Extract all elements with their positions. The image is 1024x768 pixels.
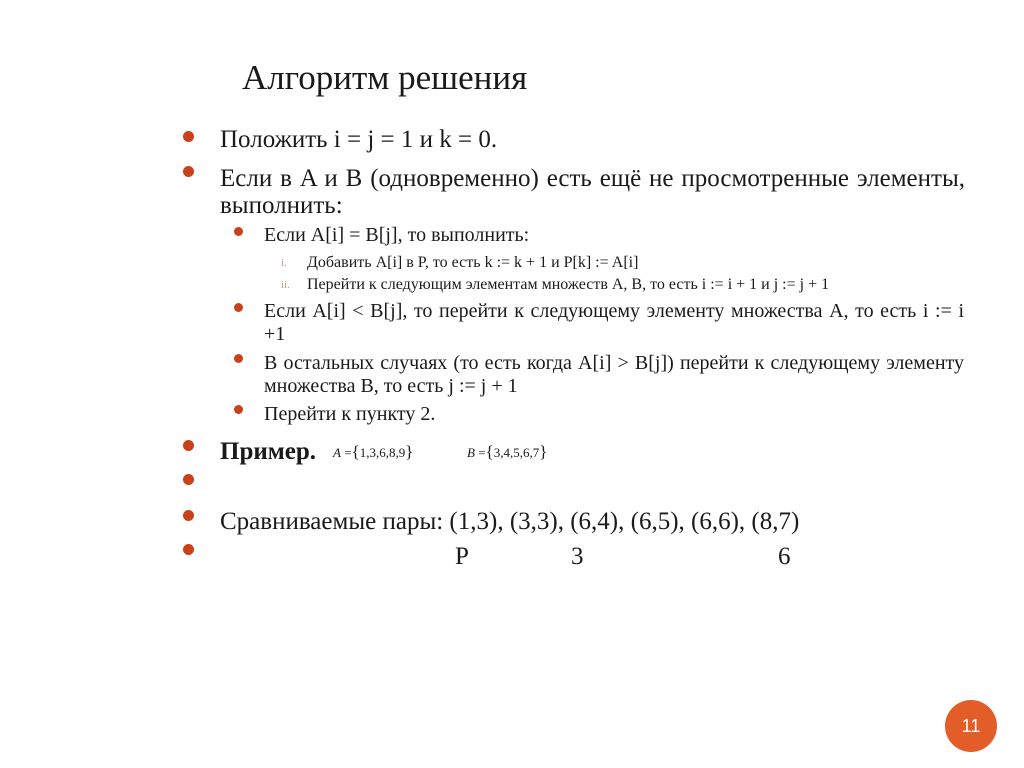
result-value-2: 6 [778,543,791,570]
set-b-values: 3,4,5,6,7 [493,445,540,460]
set-b-name: B [467,445,475,460]
step-goto: Перейти к пункту 2. [264,403,436,425]
set-a-formula [333,444,413,461]
set-b-formula [467,444,547,461]
step-init: Положить i = j = 1 и k = 0. [220,126,498,153]
step-loop: Если в A и B (одновременно) есть ещё не просмотренные элементы, выполнить: [220,165,965,219]
slide-title: Алгоритм решения [242,58,528,97]
brace-open: { [351,442,360,461]
set-a-values: 1,3,6,8,9 [359,445,406,460]
roman-marker: i. [281,257,287,269]
result-value-1: 3 [571,543,584,570]
bullet-dot [183,544,194,555]
bullet-dot [183,166,194,177]
roman-marker: ii. [281,279,290,291]
brace-open: { [485,442,494,461]
step-equal-add: Добавить A[i] в P, то есть k := k + 1 и P[k] := A[i] [307,254,639,271]
bullet-dot [183,510,194,521]
set-a-name: A [333,445,341,460]
equals-sign: = [344,445,352,460]
step-less: Если A[i] < B[j], то перейти к следующему элементу множества A, то есть i := i +1 [264,300,964,345]
sub-bullet-dot [234,303,243,312]
step-equal: Если A[i] = B[j], то выполнить: [264,224,530,246]
brace-close: } [405,442,414,461]
compared-pairs: Сравниваемые пары: (1,3), (3,3), (6,4), (6,5), (6,6), (8,7) [220,508,800,535]
sub-bullet-dot [234,405,243,414]
sub-bullet-dot [234,227,243,236]
bullet-dot [183,131,194,142]
result-p-label: P [455,543,469,570]
sub-bullet-dot [234,354,243,363]
step-greater: В остальных случаях (то есть когда A[i] > B[j]) перейти к следующему элементу множества B, то есть j := j + 1 [264,352,964,397]
page-number-badge: 11 [945,700,997,752]
bullet-dot [183,474,194,485]
equals-sign: = [478,445,486,460]
bullet-dot [183,440,194,451]
step-equal-advance: Перейти к следующим элементам множеств A, B, то есть i := i + 1 и j := j + 1 [307,276,830,293]
example-label: Пример. [220,438,317,465]
brace-close: } [539,442,548,461]
